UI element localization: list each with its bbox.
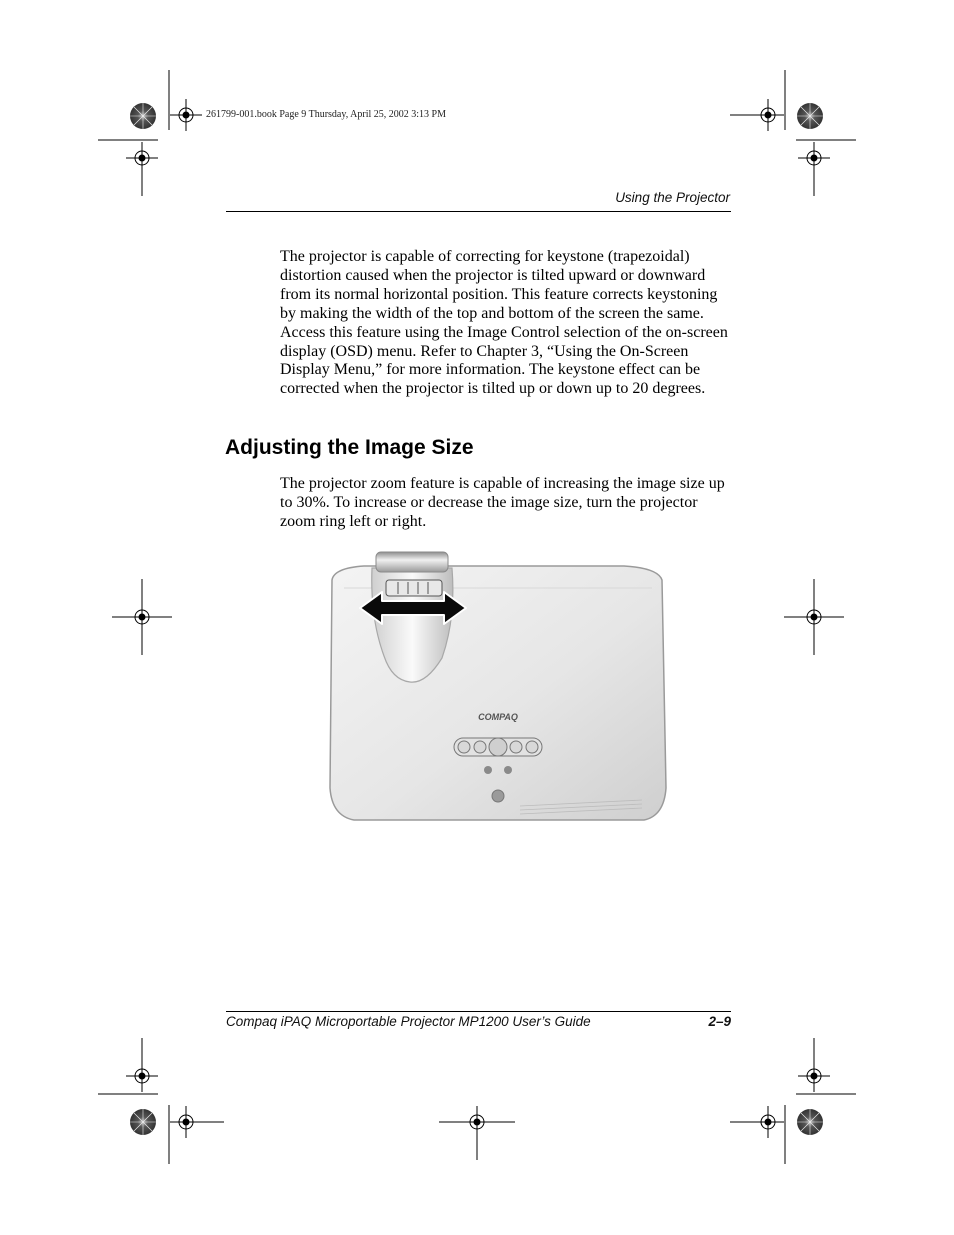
zoom-ring bbox=[386, 580, 442, 596]
page-number: 2–9 bbox=[708, 1014, 731, 1029]
indicator-led bbox=[484, 766, 492, 774]
running-header: Using the Projector bbox=[615, 190, 730, 205]
section-heading: Adjusting the Image Size bbox=[225, 436, 474, 459]
header-rule bbox=[226, 211, 731, 212]
ir-sensor bbox=[492, 790, 504, 802]
projector-illustration bbox=[324, 548, 674, 830]
lens-barrel bbox=[376, 552, 448, 572]
control-buttons bbox=[454, 738, 542, 756]
footer-rule bbox=[226, 1011, 731, 1012]
keystone-paragraph: The projector is capable of correcting for keystone (trapezoidal) distortion caused when the projector is tilted upward or downward from its normal horizontal position. This feature corrects keystoning by making the width of the top and bottom of the screen the same. Access this feature using the Image Control selection of the on-screen display (OSD) menu. Refer to Chapter 3, “Using the On-Screen Display Menu,” for more information. The keystone effect can be corrected when the projector is tilted up or down up to 20 degrees. bbox=[280, 248, 728, 398]
footer-title: Compaq iPAQ Microportable Projector MP1200 User’s Guide bbox=[226, 1014, 591, 1029]
zoom-paragraph: The projector zoom feature is capable of increasing the image size up to 30%. To increase or decrease the image size, turn the projector zoom ring left or right. bbox=[280, 475, 725, 530]
indicator-led bbox=[504, 766, 512, 774]
brand-logo: COMPAQ bbox=[478, 712, 518, 722]
print-slug: 261799-001.book Page 9 Thursday, April 25, 2002 3:13 PM bbox=[206, 109, 446, 120]
